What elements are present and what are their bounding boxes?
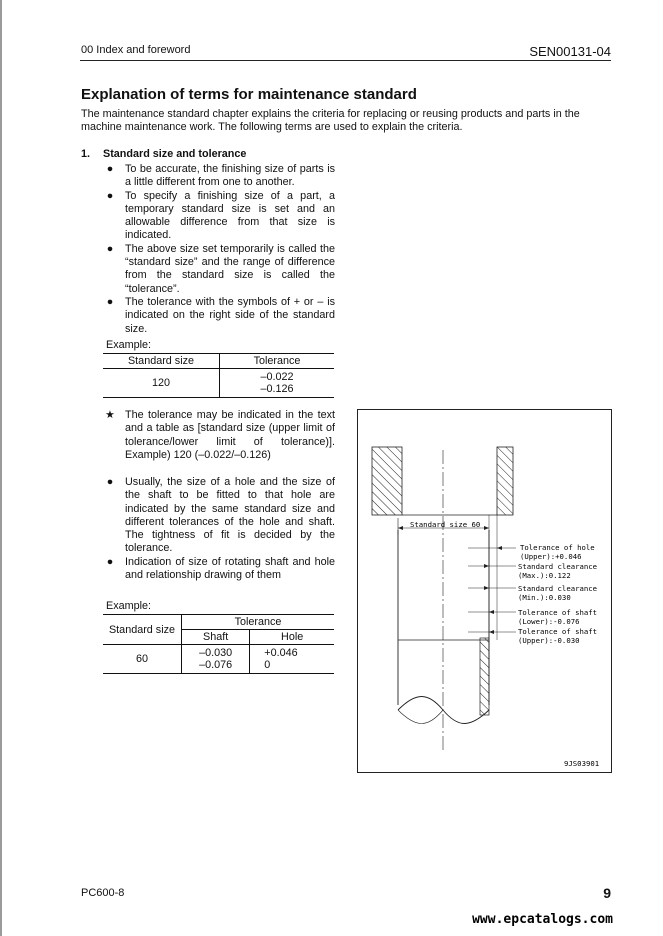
- fit-diagram: [358, 410, 611, 772]
- tolerance-shaft-lower-value: (Lower):-0.076: [518, 617, 580, 626]
- table-header: Hole: [250, 630, 334, 645]
- list-item: ● To specify a finishing size of a part, a temporary standard size is set and an allowable difference from that size is indicated.: [103, 190, 335, 243]
- clearance-max-label: Standard clearance: [518, 562, 598, 571]
- clearance-max-value: (Max.):0.122: [518, 571, 571, 580]
- section-number: 1.: [81, 148, 91, 160]
- star-icon: ★: [105, 409, 115, 421]
- watermark-link[interactable]: www.epcatalogs.com: [472, 912, 613, 927]
- tolerance-lower: –0.126: [260, 383, 294, 395]
- hole-wall-left: [372, 447, 402, 515]
- page-left-edge: [0, 0, 2, 936]
- figure-code: 9JS03901: [564, 759, 600, 768]
- standard-size-dimension: [398, 518, 489, 535]
- clearance-min-label: Standard clearance: [518, 584, 598, 593]
- table-cell: 60: [103, 645, 182, 674]
- list-item: ● Usually, the size of a hole and the size of the shaft to be fitted to that hole are indicated by the same standard size and different tolerances of the hole and shaft. The tightness of fit is decided by the tolerance.: [103, 476, 335, 556]
- list-item: ● To be accurate, the finishing size of parts is a little different from one to another.: [103, 163, 335, 190]
- tolerance-table-1: [103, 353, 334, 398]
- star-note: [103, 409, 335, 462]
- tolerance-shaft-lower-label: Tolerance of shaft: [518, 608, 598, 617]
- header-section-title: 00 Index and foreword: [81, 44, 191, 56]
- tolerance-shaft-upper-value: (Upper):-0.030: [518, 636, 580, 645]
- shaft-upper: –0.030: [199, 647, 233, 659]
- table-cell: [182, 645, 250, 674]
- bullet-icon: ●: [106, 555, 114, 568]
- bullet-icon: ●: [106, 189, 114, 202]
- example-label-1: Example:: [106, 339, 152, 351]
- clearance-min-value: (Min.):0.030: [518, 593, 571, 602]
- shaft: [398, 530, 489, 724]
- tolerance-shaft-upper-label: Tolerance of shaft: [518, 627, 598, 636]
- hole-lower: 0: [264, 659, 271, 671]
- hole-wall-right: [497, 447, 513, 515]
- bullet-list-2: [103, 476, 335, 582]
- shaft-lower: –0.076: [199, 659, 233, 671]
- figure-annotations: [518, 543, 599, 768]
- tolerance-upper: –0.022: [260, 371, 294, 383]
- table-cell: [220, 369, 335, 398]
- list-item: ● The above size set temporarily is called the “standard size” and the range of difference from the standard size is called the “tolerance”.: [103, 243, 335, 296]
- table-header: Shaft: [182, 630, 250, 645]
- bullet-icon: ●: [106, 295, 114, 308]
- section-title: Standard size and tolerance: [103, 148, 247, 160]
- section-heading: [81, 148, 246, 160]
- page-title: Explanation of terms for maintenance standard: [81, 86, 417, 103]
- hole-upper: +0.046: [264, 647, 298, 659]
- intro-paragraph: The maintenance standard chapter explains the criteria for replacing or reusing products and parts in the machine maintenance work. The following terms are used to explain the criteria.: [81, 108, 580, 133]
- bullet-icon: ●: [106, 163, 114, 175]
- table-cell: 120: [103, 369, 220, 398]
- example-label-2: Example:: [106, 600, 152, 612]
- tolerance-leader-lines: [468, 515, 516, 640]
- bullet-icon: ●: [106, 476, 114, 488]
- list-item: ● The tolerance with the symbols of + or – is indicated on the right side of the standard size.: [103, 296, 335, 336]
- list-item: ● Indication of size of rotating shaft and hole and relationship drawing of them: [103, 556, 335, 583]
- tolerance-table-2: [103, 614, 334, 674]
- footer-model: PC600-8: [81, 887, 125, 899]
- table-header: Tolerance: [182, 615, 335, 630]
- shaft-hole-figure: [357, 409, 612, 773]
- header-document-code: SEN00131-04: [529, 44, 611, 59]
- std-size-label: Standard size 60: [410, 520, 481, 529]
- table-header: Tolerance: [220, 354, 335, 369]
- table-cell: [250, 645, 334, 674]
- table-header: Standard size: [103, 354, 220, 369]
- table-header: Standard size: [103, 615, 182, 645]
- tolerance-hole-label: Tolerance of hole: [520, 543, 595, 552]
- bullet-icon: ●: [106, 242, 114, 255]
- page-number: 9: [603, 885, 611, 901]
- bullet-list-1: [103, 163, 335, 336]
- list-item: ★ The tolerance may be indicated in the text and a table as [standard size (upper limit of tolerance/lower limit of tolerance)]. Example) 120 (–0.022/–0.126): [103, 409, 335, 462]
- tolerance-hole-value: (Upper):+0.046: [520, 552, 582, 561]
- header-rule: [80, 60, 611, 61]
